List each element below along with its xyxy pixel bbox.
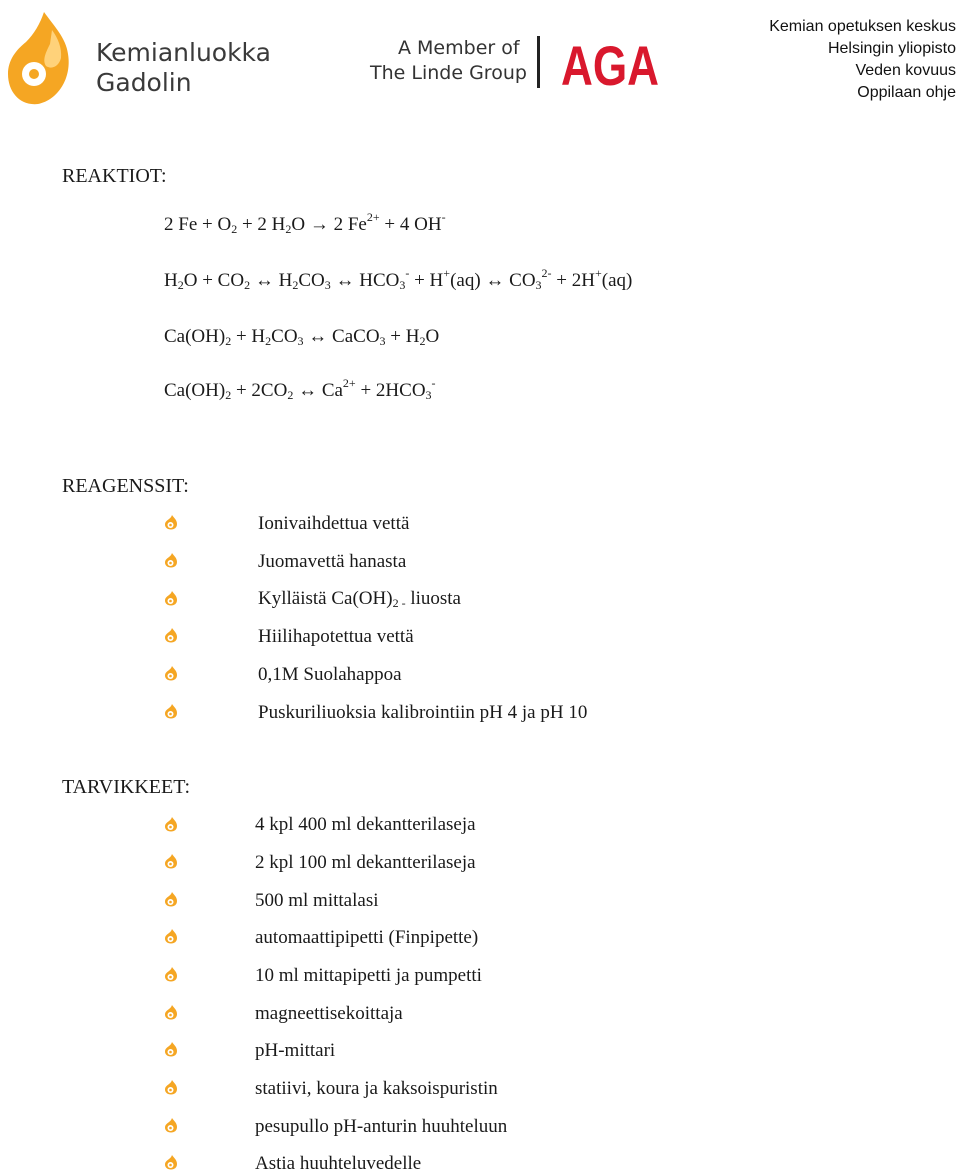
flame-bullet-icon <box>164 1041 178 1057</box>
flame-bullet-icon <box>164 703 178 719</box>
flame-bullet-icon <box>164 665 178 681</box>
equipment-heading: TARVIKKEET: <box>62 776 190 798</box>
header-info-topic: Veden kovuus <box>855 62 956 79</box>
flame-bullet-icon <box>164 853 178 869</box>
reagent-item: Puskuriliuoksia kalibrointiin pH 4 ja pH 10 <box>258 702 588 723</box>
flame-bullet-icon <box>164 1117 178 1133</box>
reagent-item: Kylläistä $Ca(OH)_{2 -}$ liuosta <box>258 588 461 610</box>
flame-bullet-icon <box>164 514 178 530</box>
member-of-text: A Member of <box>398 37 520 59</box>
brand-name-line1: Kemianluokka <box>96 38 271 67</box>
flame-bullet-icon <box>164 552 178 568</box>
equipment-item: 10 ml mittapipetti ja pumpetti <box>255 965 482 986</box>
equipment-item: 500 ml mittalasi <box>255 890 379 911</box>
linde-group-text: The Linde Group <box>370 62 527 84</box>
flame-bullet-icon <box>164 928 178 944</box>
reagent-item: Juomavettä hanasta <box>258 551 407 572</box>
reaction-2: $H_2O + CO_2$ ↔ $H_2CO_3$ ↔ $HCO_3^- + H^+(aq)$ ↔ $CO_3^{2-} + 2H^+(aq)$ <box>164 266 633 292</box>
flame-bullet-icon <box>164 966 178 982</box>
header-divider <box>537 36 540 88</box>
equipment-item: pH-mittari <box>255 1040 336 1061</box>
flame-bullet-icon <box>164 1154 178 1170</box>
equipment-item: pesupullo pH-anturin huuhteluun <box>255 1116 508 1137</box>
header-info-doctype: Oppilaan ohje <box>857 84 956 101</box>
flame-bullet-icon <box>164 590 178 606</box>
reagent-item: Ionivaihdettua vettä <box>258 513 410 534</box>
flame-bullet-icon <box>164 816 178 832</box>
equipment-item: 4 kpl 400 ml dekantterilaseja <box>255 814 476 835</box>
reagents-heading: REAGENSSIT: <box>62 475 189 497</box>
brand-name-line2: Gadolin <box>96 68 192 97</box>
svg-text:AGA: AGA <box>561 34 659 97</box>
reagent-item: 0,1M Suolahappoa <box>258 664 402 685</box>
equipment-item: 2 kpl 100 ml dekantterilaseja <box>255 852 476 873</box>
flame-bullet-icon <box>164 891 178 907</box>
gadolin-logo-icon <box>4 8 84 108</box>
equipment-item: Astia huuhteluvedelle <box>255 1153 422 1174</box>
flame-bullet-icon <box>164 1004 178 1020</box>
reagent-item: Hiilihapotettua vettä <box>258 626 414 647</box>
reaction-1: 2 $Fe + O_2 + 2$ $H_2O \to 2$ $Fe^{2+} + 4$ OH- <box>164 210 446 236</box>
equipment-item: statiivi, koura ja kaksoispuristin <box>255 1078 498 1099</box>
equipment-item: magneettisekoittaja <box>255 1003 403 1024</box>
aga-logo <box>560 34 660 97</box>
flame-bullet-icon <box>164 1079 178 1095</box>
header-info-org: Kemian opetuksen keskus <box>769 18 956 35</box>
header-info-university: Helsingin yliopisto <box>827 40 956 57</box>
reactions-heading: REAKTIOT: <box>62 165 167 187</box>
reaction-3: $Ca(OH)_2 + H_2CO_3$ ↔ CaCO$_3$ + $H_2O$ <box>164 326 440 348</box>
flame-bullet-icon <box>164 627 178 643</box>
equipment-item: automaattipipetti (Finpipette) <box>255 927 479 948</box>
reaction-4: $Ca(OH)_2 + 2CO_2$ ↔ $Ca^{2+} + 2HCO_3^-$ <box>164 376 436 402</box>
